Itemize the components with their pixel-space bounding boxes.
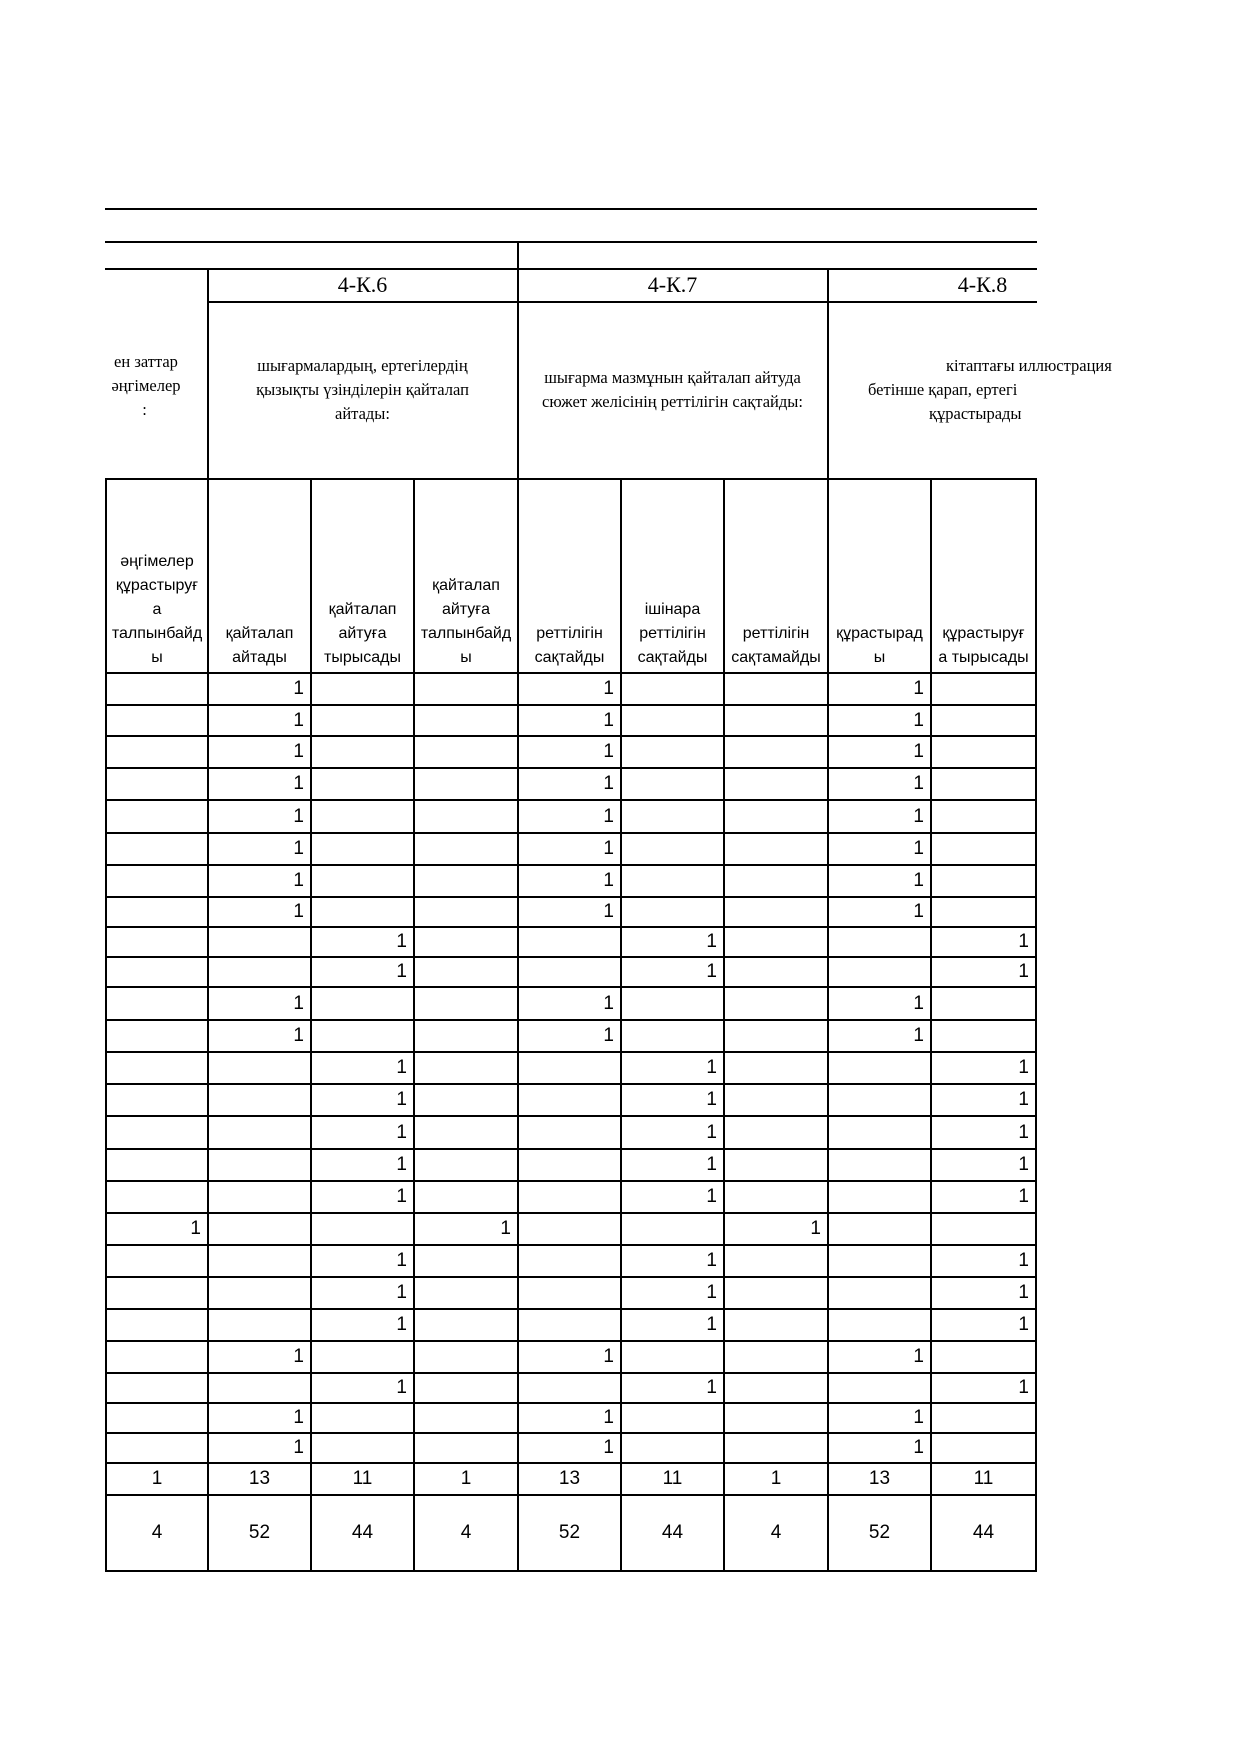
section-rule [105, 241, 1037, 243]
total-cell: 1 [460, 1468, 472, 1489]
table-cell: 1 [396, 1186, 407, 1207]
total-cell: 11 [352, 1468, 373, 1489]
percent-rule [105, 1570, 1037, 1572]
table-cell: 1 [396, 931, 407, 952]
table-cell: 1 [396, 961, 407, 982]
row-line [105, 1212, 1037, 1214]
row-line [105, 926, 1037, 928]
subheader-line: ішінара [644, 601, 701, 618]
column-subheader [519, 480, 620, 672]
subheader-line: құрастырад [836, 625, 923, 642]
table-cell: 1 [603, 993, 614, 1014]
subheader-line: айтады [232, 649, 287, 666]
table-cell: 1 [293, 993, 304, 1014]
desc-k6-line-3: айтады: [335, 404, 390, 423]
table-cell: 1 [1018, 1057, 1029, 1078]
table-cell: 1 [293, 1407, 304, 1428]
group-description-4-k8-clip [828, 354, 1112, 434]
table-cell: 1 [293, 1437, 304, 1458]
subheader-line: құрастыруғ [115, 577, 199, 594]
column-subheader [932, 480, 1035, 672]
table-cell: 1 [913, 773, 924, 794]
table-cell: 1 [293, 901, 304, 922]
percent-cell: 52 [868, 1522, 891, 1543]
total-cell: 13 [558, 1468, 581, 1489]
percent-cell: 44 [351, 1522, 374, 1543]
section-divider [517, 241, 519, 269]
subheader-line: құрастыруғ [942, 625, 1025, 642]
row-line [105, 1083, 1037, 1085]
percent-cell: 52 [558, 1522, 581, 1543]
group-code-4-k8: 4-К.8 [957, 272, 1008, 297]
table-cell: 1 [396, 1122, 407, 1143]
table-cell: 1 [603, 1346, 614, 1367]
table-cell: 1 [913, 901, 924, 922]
row-line [105, 1180, 1037, 1182]
desc-k8-line-1: кітаптағы иллюстрация [946, 356, 1112, 375]
table-cell: 1 [706, 1186, 717, 1207]
table-cell: 1 [603, 678, 614, 699]
prev-desc-line-3: : [142, 400, 147, 419]
table-cell: 1 [706, 1250, 717, 1271]
row-line [105, 1148, 1037, 1150]
subheader-line: реттілігін [536, 625, 603, 642]
subheader-line: а тырысады [938, 649, 1029, 666]
group-description-4-k7 [518, 366, 827, 414]
group-description-4-k6 [208, 354, 517, 426]
subheader-line: қайталап [432, 577, 500, 594]
table-cell: 1 [603, 838, 614, 859]
column-subheader [312, 480, 413, 672]
table-cell: 1 [603, 901, 614, 922]
table-cell: 1 [396, 1314, 407, 1335]
table-cell: 1 [913, 1025, 924, 1046]
table-cell: 1 [1018, 1377, 1029, 1398]
percent-cell: 4 [151, 1522, 163, 1543]
group-code-4-k7: 4-К.7 [647, 272, 698, 297]
total-cell: 13 [248, 1468, 271, 1489]
table-cell: 1 [1018, 1250, 1029, 1271]
total-cell: 11 [662, 1468, 683, 1489]
row-line [105, 1244, 1037, 1246]
table-cell: 1 [913, 870, 924, 891]
subheader-line: реттілігін [639, 625, 706, 642]
percent-cell: 4 [770, 1522, 782, 1543]
table-cell: 1 [913, 741, 924, 762]
table-cell: 1 [706, 1282, 717, 1303]
table-cell: 1 [1018, 961, 1029, 982]
table-cell: 1 [706, 931, 717, 952]
table-cell: 1 [293, 806, 304, 827]
table-cell: 1 [396, 1057, 407, 1078]
percent-cell: 44 [972, 1522, 995, 1543]
table-cell: 1 [293, 710, 304, 731]
subheader-line: ы [873, 649, 886, 666]
row-line [105, 1372, 1037, 1374]
table-cell: 1 [810, 1218, 821, 1239]
prev-desc-line-1: ен заттар [114, 352, 178, 371]
table-cell: 1 [913, 710, 924, 731]
table-cell: 1 [706, 1122, 717, 1143]
subheader-line: сақтамайды [731, 649, 821, 666]
desc-k6-line-2: қызықты үзінділерін қайталап [256, 380, 469, 399]
column-subheader [622, 480, 723, 672]
table-cell: 1 [293, 1346, 304, 1367]
table-cell: 1 [1018, 1154, 1029, 1175]
table-cell: 1 [603, 1437, 614, 1458]
desc-k8-line-2: бетінше қарап, ертегі [868, 380, 1018, 399]
table-cell: 1 [603, 1407, 614, 1428]
row-line [105, 1308, 1037, 1310]
row-line [105, 1115, 1037, 1117]
table-cell: 1 [1018, 1122, 1029, 1143]
table-cell: 1 [396, 1282, 407, 1303]
desc-k7-line-1: шығарма мазмұнын қайталап айтуда [544, 368, 801, 387]
column-subheader [415, 480, 517, 672]
subheader-line: а [152, 601, 162, 618]
table-cell: 1 [603, 806, 614, 827]
prev-desc-line-2: әңгімелер [111, 376, 181, 395]
table-cell: 1 [1018, 1282, 1029, 1303]
table-cell: 1 [396, 1250, 407, 1271]
group-code-4-k8-clip [828, 270, 1036, 300]
code-rule [207, 301, 1037, 303]
table-cell: 1 [603, 870, 614, 891]
subheader-line: тырысады [324, 649, 401, 666]
subheader-line: әңгімелер [120, 553, 194, 570]
table-cell: 1 [396, 1377, 407, 1398]
row-line [105, 1051, 1037, 1053]
table-cell: 1 [396, 1154, 407, 1175]
table-cell: 1 [706, 1057, 717, 1078]
column-subheader [107, 480, 207, 672]
table-cell: 1 [913, 838, 924, 859]
table-cell: 1 [500, 1218, 511, 1239]
table-cell: 1 [293, 773, 304, 794]
table-cell: 1 [706, 1154, 717, 1175]
subheader-line: қайталап [225, 625, 294, 642]
subheader-line: талпынбайд [420, 625, 512, 642]
subheader-line: талпынбайд [111, 625, 203, 642]
desc-k6-line-1: шығармалардың, ертегілердің [257, 356, 468, 375]
desc-k7-line-2: сюжет желісінің реттілігін сақтайды: [542, 392, 803, 411]
subheader-line: ы [151, 649, 163, 666]
table-cell: 1 [913, 1407, 924, 1428]
table-cell: 1 [603, 741, 614, 762]
table-cell: 1 [913, 993, 924, 1014]
table-cell: 1 [706, 1314, 717, 1335]
table-cell: 1 [293, 1025, 304, 1046]
prev-description-clip [105, 350, 207, 430]
table-cell: 1 [1018, 1314, 1029, 1335]
table-cell: 1 [603, 1025, 614, 1046]
total-cell: 1 [770, 1468, 782, 1489]
group-code-4-k6: 4-К.6 [337, 272, 388, 297]
table-cell: 1 [396, 1089, 407, 1110]
group-description-4-k8 [828, 354, 1137, 426]
table-cell: 1 [913, 678, 924, 699]
table-cell: 1 [1018, 1186, 1029, 1207]
subheader-line: айтуға [441, 601, 491, 618]
table-cell: 1 [603, 710, 614, 731]
subheader-line: сақтайды [637, 649, 708, 666]
table-cell: 1 [293, 678, 304, 699]
percent-cell: 4 [460, 1522, 472, 1543]
subheader-line: ы [460, 649, 472, 666]
table-cell: 1 [706, 1089, 717, 1110]
subheader-line: айтуға [338, 625, 387, 642]
column-subheader [209, 480, 310, 672]
subheader-line: сақтайды [534, 649, 605, 666]
table-cell: 1 [706, 1377, 717, 1398]
table-cell: 1 [293, 870, 304, 891]
table-cell: 1 [603, 773, 614, 794]
table-cell: 1 [913, 1437, 924, 1458]
total-cell: 1 [151, 1468, 163, 1489]
percent-cell: 52 [248, 1522, 271, 1543]
table-cell: 1 [1018, 931, 1029, 952]
column-subheader [725, 480, 827, 672]
column-line [1035, 478, 1037, 1572]
top-rule [105, 208, 1037, 210]
table-cell: 1 [913, 806, 924, 827]
subheader-line: қайталап [328, 601, 397, 618]
table-cell: 1 [706, 961, 717, 982]
total-cell: 11 [973, 1468, 994, 1489]
table-cell: 1 [1018, 1089, 1029, 1110]
table-cell: 1 [913, 1346, 924, 1367]
row-line [105, 956, 1037, 958]
total-cell: 13 [868, 1468, 891, 1489]
table-cell: 1 [190, 1218, 201, 1239]
table-cell: 1 [293, 838, 304, 859]
desc-k8-line-3: құрастырады [929, 404, 1022, 423]
row-line [105, 1276, 1037, 1278]
percent-cell: 44 [661, 1522, 684, 1543]
table-cell: 1 [293, 741, 304, 762]
column-subheader [829, 480, 930, 672]
subheader-line: реттілігін [742, 625, 810, 642]
